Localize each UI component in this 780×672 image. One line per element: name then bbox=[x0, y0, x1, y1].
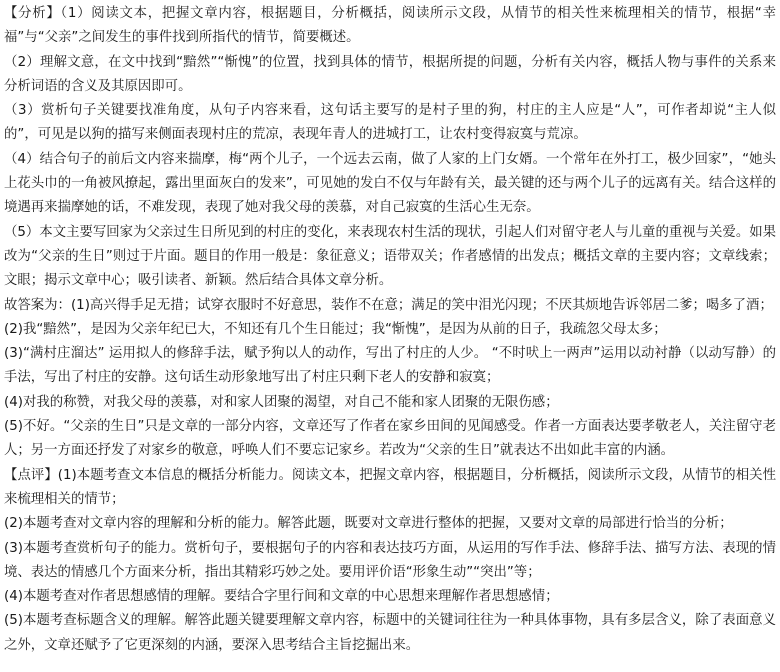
answer-3: (3)“满村庄溜达” 运用拟人的修辞手法，赋予狗以人的动作，写出了村庄的人少。 “不时吠上一两声”运用以动衬静（以动写静）的手法，写出了村庄的安静。这句话生动形象地写出了村庄只剩下老人的安静和寂寞； bbox=[4, 346, 776, 386]
answer-intro: 故答案为：(1)高兴得手足无措；试穿衣服时不好意思，装作不在意；满足的笑中泪光闪现；不厌其烦地告诉邻居二爹；喝多了酒； bbox=[4, 297, 773, 313]
comment-3: (3)本题考查赏析句子的能力。赏析句子，要根据句子的内容和表达技巧方面，从运用的写作手法、修辞手法、描写方法、表现的情境、表达的情感几个方面来分析，指出其精彩巧妙之处。要用评价语“形象生动”“突出”等； bbox=[4, 540, 776, 580]
analysis-paragraph-5: （5）本文主要写回家为父亲过生日所见到的村庄的变化，来表现农村生活的现状，引起人们对留守老人与儿童的重视与关爱。如果改为“父亲的生日”则过于片面。题目的作用一般是：象征意义；语带双关；作者感情的出发点；概括文章的主要内容；文章线索；文眼；揭示文章中心；吸引读者、新颖。然后结合具体文章分析。 bbox=[4, 224, 776, 289]
answer-2: (2)我“黯然”，是因为父亲年纪已大，不知还有几个生日能过；我“惭愧”，是因为从前的日子，我疏忽父母太多； bbox=[4, 321, 667, 337]
analysis-paragraph-2: （2）理解文意，在文中找到“黯然”“惭愧”的位置，找到具体的情节，根据所提的问题，分析有关内容，概括人物与事件的关系来分析词语的含义及其原因即可。 bbox=[4, 54, 776, 94]
analysis-paragraph-3: （3）赏析句子关键要找准角度，从句子内容来看，这句话主要写的是村子里的狗，村庄的主人应是“人”，可作者却说“主人似的”，可见是以狗的描写来侧面表现村庄的荒凉，表现年青人的进城打工，让农村变得寂寞与荒凉。 bbox=[4, 103, 776, 143]
comment-2: (2)本题考查对文章内容的理解和分析的能力。解答此题，既要对文章进行整体的把握，又要对文章的局部进行恰当的分析； bbox=[4, 516, 733, 532]
comment-1: 【点评】(1)本题考查文本信息的概括分析能力。阅读文本，把握文章内容，根据题目，分析概括，阅读所示文段，从情节的相关性来梳理相关的情节； bbox=[4, 467, 776, 507]
comment-5: (5)本题考查标题含义的理解。解答此题关键要理解文章内容，标题中的关键词往往为一种具体事物，具有多层含义，除了表面意义之外，文章还赋予了它更深刻的内涵，要深入思考结合主旨挖掘出来。 bbox=[4, 613, 776, 653]
analysis-paragraph-1: 【分析】（1）阅读文本，把握文章内容，根据题目，分析概括，阅读所示文段，从情节的相关性来梳理相关的情节，根据“幸福”与“父亲”之间发生的事件找到所指代的情节，简要概述。 bbox=[4, 6, 776, 46]
comment-4: (4)本题考查对作者思想感情的理解。要结合字里行间和文章的中心思想来理解作者思想感情； bbox=[4, 589, 559, 605]
answer-5: (5)不好。“父亲的生日”只是文章的一部分内容，文章还写了作者在家乡田间的见闻感受。作者一方面表达要孝敬老人，关注留守老人；另一方面还抒发了对家乡的敬意，呼唤人们不要忘记家乡。若改为“父亲的生日”就表达不出如此丰富的内涵。 bbox=[4, 419, 776, 459]
answer-4: (4)对我的称赞，对我父母的羡慕，对和家人团聚的渴望，对自己不能和家人团聚的无限伤感； bbox=[4, 394, 559, 410]
analysis-paragraph-4: （4）结合句子的前后文内容来揣摩，梅“两个儿子，一个远去云南，做了人家的上门女婿。一个常年在外打工，极少回家”，“她头上花头巾的一角被风撩起，露出里面灰白的发来”，可见她的发白不仅与年龄有关，最关键的还与两个儿子的远离有关。结合这样的境遇再来揣摩她的话，不难发现，表现了她对我父母的羡慕，对自己寂寞的生活心生无奈。 bbox=[4, 151, 776, 216]
